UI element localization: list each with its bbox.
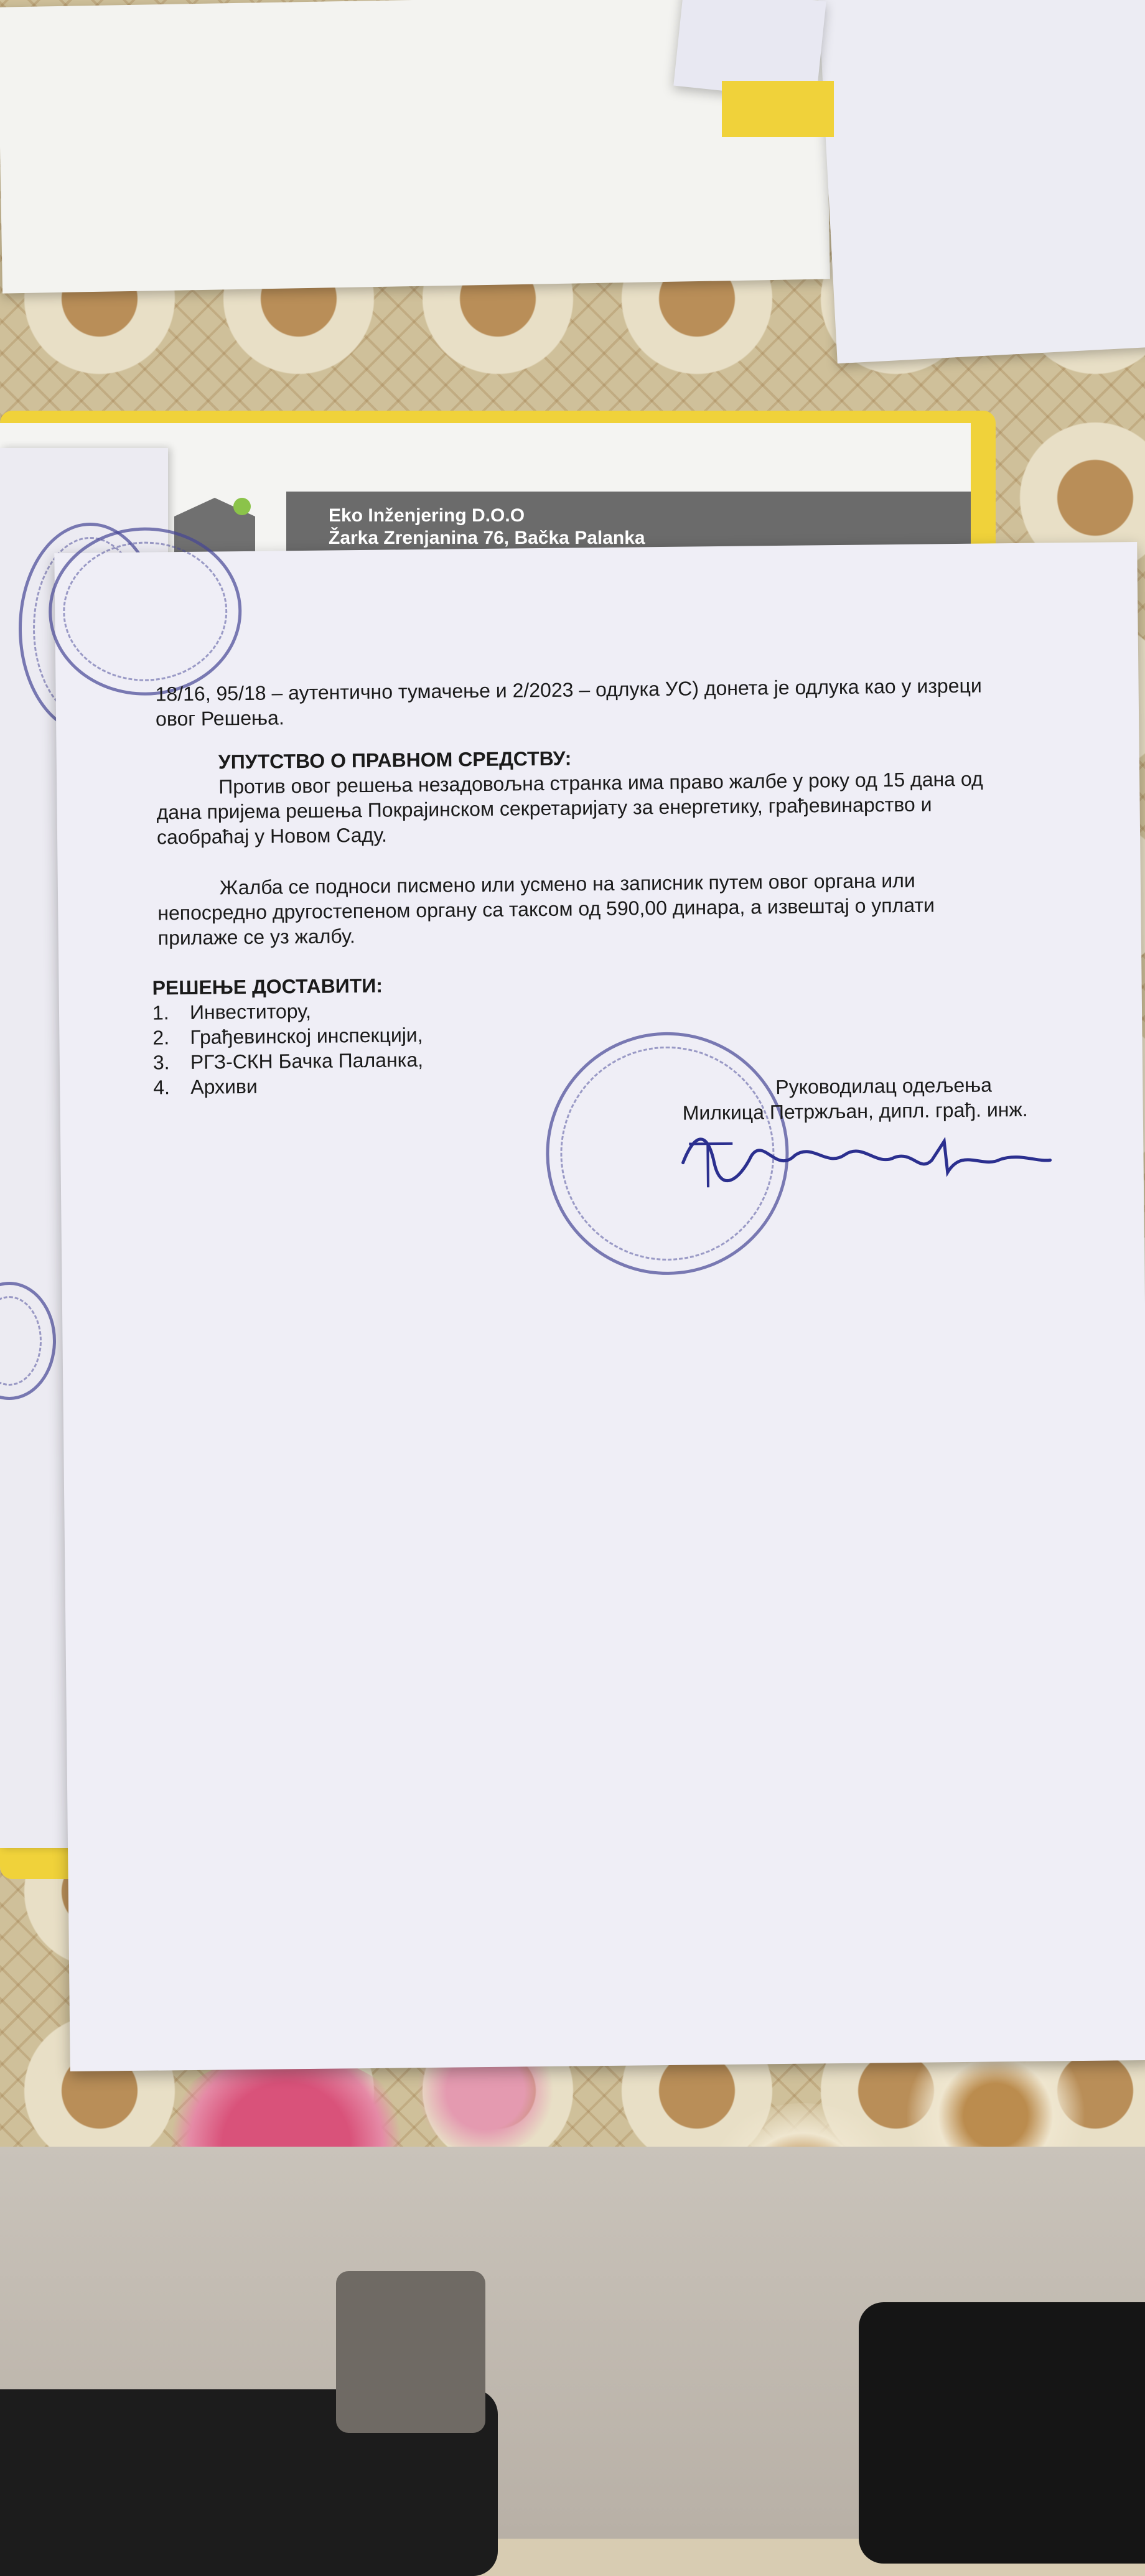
delivery-item-num: 1. [152,1001,169,1024]
delivery-item-text: РГЗ-СКН Бачка Паланка, [190,1048,424,1073]
delivery-item-num: 3. [152,1051,170,1074]
stamp-corner [48,526,243,696]
signatory-title: Руководилац одељења [775,1073,993,1099]
letterhead-address: Žarka Zrenjanina 76, Bačka Palanka [329,528,645,548]
delivery-item-num: 4. [153,1076,171,1099]
paragraph3-line3: прилаже се уз жалбу. [157,925,355,950]
paragraph2-line2: дана пријема решења Покрајинском секретаријату за енергетику, грађевинарство и [156,793,932,824]
paragraph2-line3: саобраћај у Новом Саду. [156,823,388,849]
paragraph3-line1: Жалба се подноси писмено или усмено на записник путем овог органа или [219,869,915,899]
letterhead-company: Eko Inženjering D.O.O [329,505,525,526]
delivery-heading: РЕШЕЊЕ ДОСТАВИТИ: [152,974,383,999]
legal-remedy-heading: УПУТСТВО О ПРАВНОМ СРЕДСТВУ: [218,747,572,773]
shoe [859,2302,1145,2564]
paragraph3-line2: непосредно другостепеном органу са таксом од 590,00 динара, а извештај о уплати [157,894,935,925]
signatory-name: Милкица Петржљан, дипл. грађ. инж. [682,1098,1028,1124]
paragraph1-line2: овог Решења. [155,706,284,730]
decision-document-page [54,542,1145,2071]
yellow-tab [722,81,834,137]
paragraph2-line1: Против овог решења незадовољна странка има право жалбе у року од 15 дана од [218,767,983,798]
paragraph1-line1: 18/16, 95/18 – аутентично тумачење и 2/2023 – одлука УС) донета је одлука као у изреци [155,674,982,706]
paper-top-right [818,0,1145,363]
delivery-item-text: Инвеститору, [189,999,312,1024]
delivery-item-num: 2. [152,1026,170,1049]
shoe [336,2271,485,2433]
logo-dot-icon [233,498,251,515]
signature [670,1115,1057,1200]
delivery-item-text: Архиви [190,1075,258,1098]
delivery-item-text: Грађевинској инспекцији, [190,1024,423,1048]
